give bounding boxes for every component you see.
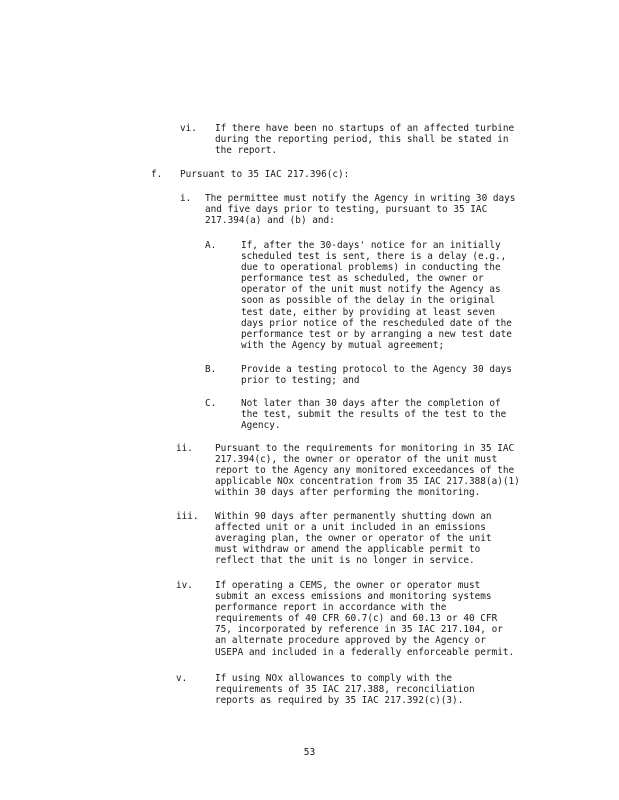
text-line: reports as required by 35 IAC 217.392(c)(3). — [215, 695, 464, 707]
item-marker: A. — [205, 240, 217, 251]
text-line: and five days prior to testing, pursuant to 35 IAC — [205, 204, 488, 216]
paragraph-A — [241, 240, 512, 351]
text-line: reflect that the unit is no longer in service. — [215, 555, 475, 567]
text-line: Within 90 days after permanently shutting down an — [215, 511, 492, 522]
paragraph-v — [215, 673, 475, 706]
item-marker: i. — [180, 193, 192, 204]
paragraph-C — [241, 398, 506, 431]
text-line: requirements of 40 CFR 60.7(c) and 60.13 or 40 CFR — [215, 613, 498, 625]
item-marker: iv. — [176, 580, 193, 591]
item-marker: f. — [151, 169, 163, 180]
item-marker: ii. — [176, 443, 193, 454]
text-line: 217.394(a) and (b) and: — [205, 215, 335, 227]
text-line: Pursuant to 35 IAC 217.396(c): — [180, 169, 350, 180]
paragraph-i — [205, 193, 515, 226]
item-marker: vi. — [180, 123, 197, 134]
text-line: within 30 days after performing the monitoring. — [215, 487, 481, 499]
text-line: must withdraw or amend the applicable permit to — [215, 544, 481, 556]
text-line: If operating a CEMS, the owner or operator must — [215, 580, 481, 591]
text-line: during the reporting period, this shall be stated in — [215, 134, 509, 146]
text-line: requirements of 35 IAC 217.388, reconciliation — [215, 684, 475, 696]
text-line: the report. — [215, 145, 278, 157]
text-line: prior to testing; and — [241, 375, 360, 387]
text-line: an alternate procedure approved by the Agency or — [215, 635, 486, 647]
text-line: The permittee must notify the Agency in writing 30 days — [205, 193, 516, 204]
text-line: operator of the unit must notify the Agency as — [241, 284, 501, 296]
text-line: performance test or by arranging a new test date — [241, 328, 512, 340]
text-line: Provide a testing protocol to the Agency 30 days — [241, 364, 512, 375]
paragraph-f — [180, 169, 349, 180]
text-line: 217.394(c), the owner or operator of the unit must — [215, 454, 498, 466]
paragraph-iv — [215, 580, 514, 658]
text-line: with the Agency by mutual agreement; — [241, 339, 445, 351]
item-marker: iii. — [176, 511, 199, 522]
text-line: affected unit or a unit included in an emissions — [215, 522, 486, 534]
page-number: 53 — [303, 747, 316, 758]
text-line: due to operational problems) in conducting the — [241, 262, 501, 274]
paragraph-B — [241, 364, 512, 386]
text-line: USEPA and included in a federally enforceable permit. — [215, 646, 515, 658]
paragraph-vi — [215, 123, 514, 156]
text-line: test date, either by providing at least seven — [241, 306, 495, 318]
text-line: soon as possible of the delay in the original — [241, 295, 495, 307]
text-line: Agency. — [241, 420, 281, 432]
paragraph-iii — [215, 511, 492, 566]
text-line: scheduled test is sent, there is a delay (e.g., — [241, 251, 507, 263]
item-marker: B. — [205, 364, 217, 375]
text-line: performance test as scheduled, the owner or — [241, 273, 484, 285]
text-line: Pursuant to the requirements for monitoring in 35 IAC — [215, 443, 515, 454]
text-line: Not later than 30 days after the completion of — [241, 398, 501, 409]
text-line: submit an excess emissions and monitoring systems — [215, 591, 492, 603]
text-line: days prior notice of the rescheduled date of the — [241, 317, 512, 329]
item-marker: C. — [205, 398, 217, 409]
item-marker: v. — [176, 673, 188, 684]
text-line: If using NOx allowances to comply with the — [215, 673, 453, 684]
text-line: applicable NOx concentration from 35 IAC 217.388(a)(1) — [215, 476, 520, 488]
text-line: If, after the 30-days' notice for an initially — [241, 240, 501, 251]
text-line: averaging plan, the owner or operator of the unit — [215, 533, 492, 545]
text-line: the test, submit the results of the test to the — [241, 409, 507, 421]
text-line: 75, incorporated by reference in 35 IAC 217.104, or — [215, 624, 503, 636]
paragraph-ii — [215, 443, 520, 498]
text-line: report to the Agency any monitored exceedances of the — [215, 465, 515, 477]
text-line: performance report in accordance with the — [215, 602, 447, 614]
text-line: If there have been no startups of an affected turbine — [215, 123, 515, 134]
